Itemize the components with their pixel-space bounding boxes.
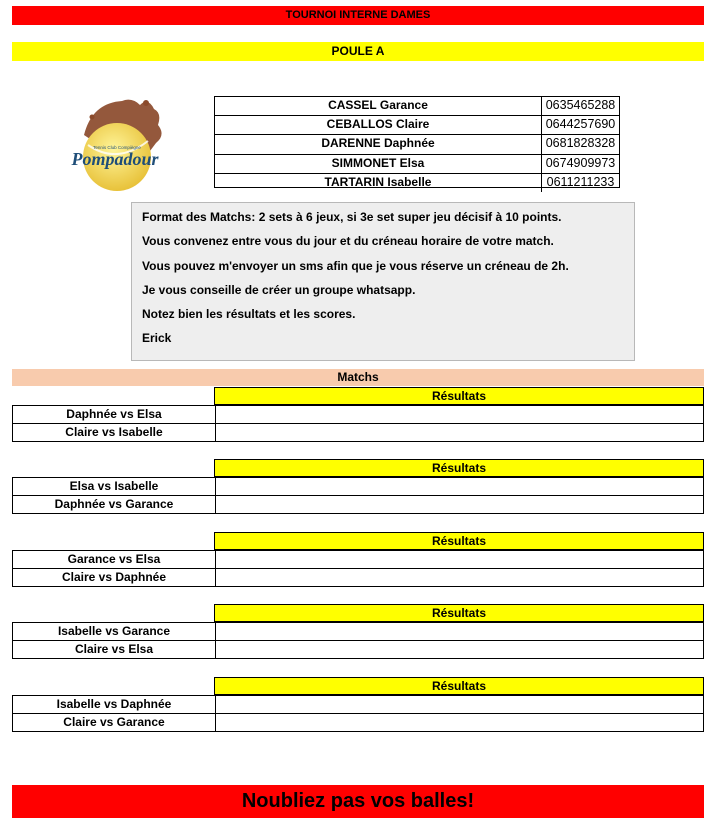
match-round (12, 387, 704, 443)
info-signature: Erick (142, 331, 172, 346)
result-cell[interactable] (216, 623, 703, 640)
result-cell[interactable] (216, 696, 703, 713)
player-phone: 0644257690 (545, 117, 616, 132)
match-round (12, 677, 704, 733)
match-label: Daphnée vs Elsa (13, 406, 216, 423)
matchs-header: Matchs (12, 369, 704, 386)
player-name: CEBALLOS Claire (215, 116, 542, 134)
match-row (12, 695, 704, 714)
results-header: Résultats (214, 532, 704, 550)
player-row (215, 135, 619, 154)
info-line: Vous convenez entre vous du jour et du créneau horaire de votre match. (142, 234, 554, 249)
player-row (215, 116, 619, 135)
player-name: CASSEL Garance (215, 97, 542, 115)
info-line: Je vous conseille de créer un groupe whatsapp. (142, 282, 416, 297)
player-name: TARTARIN Isabelle (215, 174, 542, 192)
results-header: Résultats (214, 677, 704, 695)
info-line: Notez bien les résultats et les scores. (142, 307, 356, 322)
info-line: Format des Matchs: 2 sets à 6 jeux, si 3e set super jeu décisif à 10 points. (142, 210, 562, 224)
match-row (12, 568, 704, 587)
footer-reminder: Noubliez pas vos balles! (12, 785, 704, 818)
match-label: Claire vs Isabelle (13, 424, 216, 441)
match-label: Claire vs Daphnée (13, 569, 216, 586)
logo-text: Pompadour (71, 149, 159, 169)
player-phone: 0635465288 (545, 98, 616, 112)
result-cell[interactable] (216, 551, 703, 568)
result-cell[interactable] (216, 569, 703, 586)
result-cell[interactable] (216, 478, 703, 495)
results-header: Résultats (214, 387, 704, 405)
player-row (215, 97, 619, 116)
players-table (214, 96, 620, 188)
player-phone: 0611211233 (546, 174, 615, 189)
match-label: Claire vs Elsa (13, 641, 216, 658)
results-header: Résultats (214, 459, 704, 477)
player-phone: 0681828328 (545, 136, 616, 151)
player-row (215, 155, 619, 174)
player-name: DARENNE Daphnée (215, 135, 542, 153)
match-label: Claire vs Garance (13, 714, 216, 731)
match-round (12, 532, 704, 588)
result-cell[interactable] (216, 496, 703, 513)
result-cell[interactable] (216, 424, 703, 441)
match-label: Isabelle vs Daphnée (13, 696, 216, 713)
player-phone: 0674909973 (545, 155, 616, 170)
match-row (12, 477, 704, 496)
player-row (215, 174, 619, 192)
match-row (12, 550, 704, 569)
match-row (12, 622, 704, 641)
match-label: Isabelle vs Garance (13, 623, 216, 640)
logo-small-text: Tennis Club Compiègne (93, 145, 141, 150)
pool-title: POULE A (12, 42, 704, 61)
match-row (12, 713, 704, 732)
result-cell[interactable] (216, 641, 703, 658)
match-label: Elsa vs Isabelle (13, 478, 216, 495)
results-header: Résultats (214, 604, 704, 622)
match-row (12, 640, 704, 659)
player-name: SIMMONET Elsa (215, 155, 542, 173)
tournament-title: TOURNOI INTERNE DAMES (12, 6, 704, 25)
match-round (12, 604, 704, 660)
result-cell[interactable] (216, 714, 703, 731)
match-row (12, 405, 704, 424)
match-row (12, 423, 704, 442)
match-round (12, 459, 704, 515)
match-label: Garance vs Elsa (13, 551, 216, 568)
match-row (12, 495, 704, 514)
match-label: Daphnée vs Garance (13, 496, 216, 513)
result-cell[interactable] (216, 406, 703, 423)
info-line: Vous pouvez m'envoyer un sms afin que je vous réserve un créneau de 2h. (142, 258, 569, 273)
club-logo (62, 95, 172, 195)
info-box (131, 202, 635, 361)
